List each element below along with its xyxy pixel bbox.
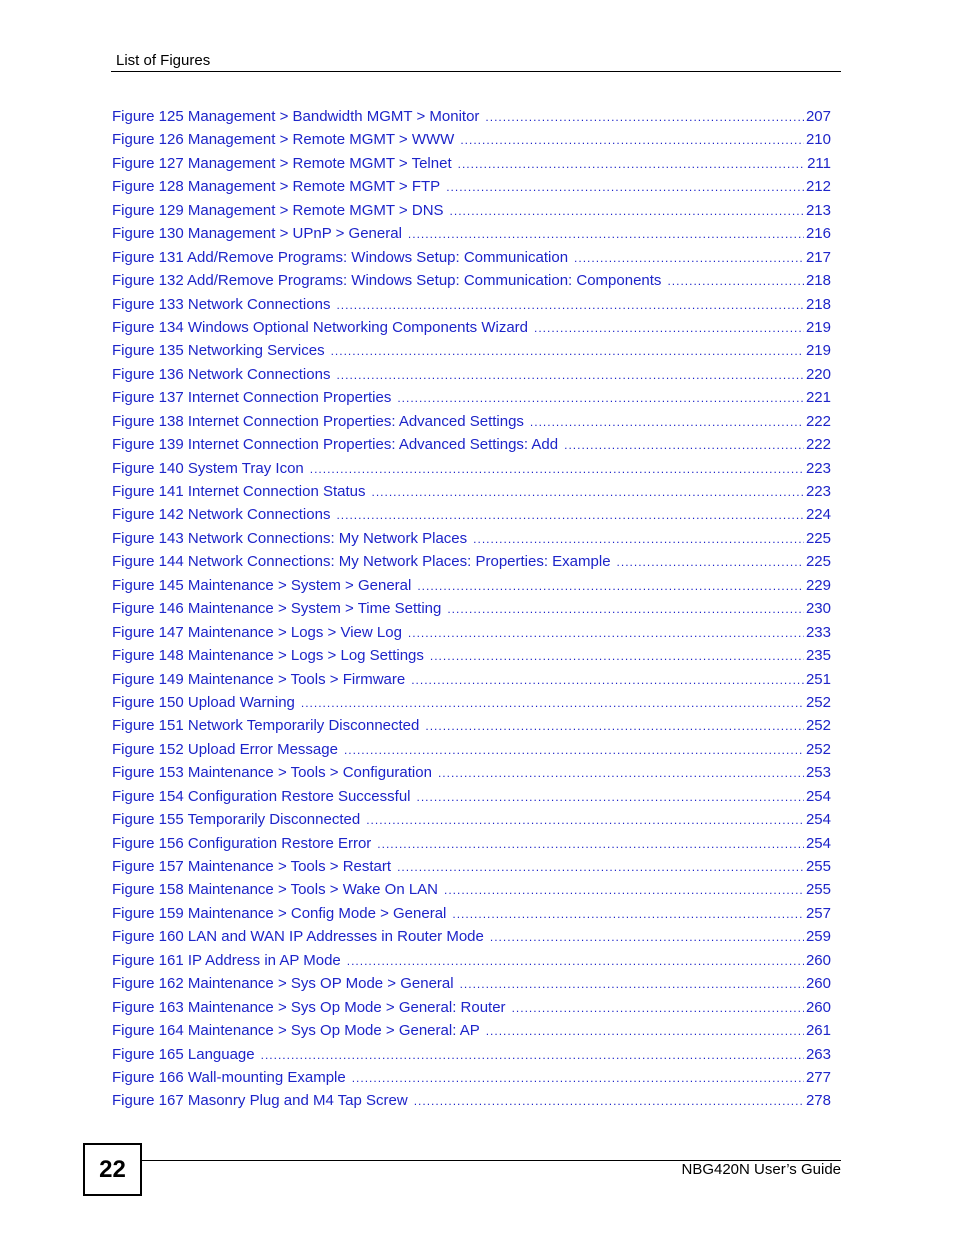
figure-entry-page[interactable]: 260 (805, 951, 831, 969)
dot-leader (414, 1090, 804, 1112)
figure-entry-title[interactable]: Figure 151 Network Temporarily Disconnected (112, 717, 420, 735)
figure-list-entry[interactable] (112, 316, 831, 339)
dot-leader (408, 223, 804, 245)
figure-entry-page[interactable]: 233 (805, 623, 831, 641)
figure-list-entry[interactable] (112, 597, 831, 620)
figure-entry-page[interactable]: 212 (805, 178, 831, 196)
figure-entry-title[interactable]: Figure 130 Management > UPnP > General (112, 225, 402, 243)
dot-leader (530, 411, 804, 433)
figure-entry-page[interactable]: 278 (805, 1092, 831, 1110)
dot-leader (534, 317, 804, 339)
figure-entry-page[interactable]: 254 (805, 834, 831, 852)
figure-entry-title[interactable]: Figure 138 Internet Connection Properties: Advanced Settings (112, 412, 524, 430)
figure-list-entry[interactable] (112, 269, 831, 292)
dot-leader (336, 364, 804, 386)
figure-entry-page[interactable]: 223 (805, 459, 831, 477)
figure-entry-page[interactable]: 207 (805, 108, 831, 125)
dot-leader (344, 739, 804, 761)
dot-leader (377, 833, 804, 855)
figure-entry-page[interactable]: 253 (805, 764, 831, 782)
figure-entry-page[interactable]: 219 (805, 342, 831, 360)
figure-list-entry[interactable] (112, 1019, 831, 1042)
figure-list-entry[interactable] (112, 949, 831, 972)
figure-entry-page[interactable]: 224 (805, 506, 831, 524)
guide-title: NBG420N User’s Guide (681, 1161, 841, 1178)
dot-leader (397, 387, 804, 409)
figure-entry-title[interactable]: Figure 158 Maintenance > Tools > Wake On LAN (112, 881, 439, 899)
figure-list-entry[interactable] (112, 105, 831, 128)
figure-entry-page[interactable]: 255 (805, 881, 831, 899)
figure-entry-title[interactable]: Figure 162 Maintenance > Sys OP Mode > General (112, 975, 454, 993)
dot-leader (331, 340, 804, 362)
dot-leader (372, 481, 804, 503)
figure-list-entry[interactable] (112, 503, 831, 526)
figure-entry-page[interactable]: 260 (805, 998, 831, 1016)
figure-entry-title[interactable]: Figure 125 Management > Bandwidth MGMT > Monitor (112, 108, 480, 125)
figure-list-entry[interactable] (112, 386, 831, 409)
figure-entry-page[interactable]: 213 (805, 201, 831, 219)
figure-entry-title[interactable]: Figure 146 Maintenance > System > Time Setting (112, 600, 442, 618)
figure-entry-page[interactable]: 252 (805, 693, 831, 711)
figure-entry-page[interactable]: 211 (807, 154, 831, 172)
figure-list-entry[interactable] (112, 902, 831, 925)
dot-leader (301, 692, 804, 714)
figure-entry-page[interactable]: 254 (805, 811, 831, 829)
dot-leader (617, 551, 804, 573)
figure-entry-page[interactable]: 254 (805, 787, 831, 805)
figure-entry-title[interactable]: Figure 133 Network Connections (112, 295, 331, 313)
figure-entry-title[interactable]: Figure 147 Maintenance > Logs > View Log (112, 623, 402, 641)
figure-list-entry[interactable] (112, 363, 831, 386)
figure-entry-title[interactable]: Figure 126 Management > Remote MGMT > WWW (112, 131, 455, 149)
figure-entry-title[interactable]: Figure 159 Maintenance > Config Mode > General (112, 904, 447, 922)
page-number: 22 (99, 1155, 126, 1183)
figure-list-entry[interactable] (112, 1066, 831, 1089)
figure-list-entry[interactable] (112, 785, 831, 808)
page-header-title: List of Figures (116, 52, 211, 69)
dot-leader (408, 622, 804, 644)
dot-leader (261, 1044, 804, 1066)
figure-entry-title[interactable]: Figure 161 IP Address in AP Mode (112, 951, 341, 969)
dot-leader (512, 997, 804, 1019)
figure-list (112, 105, 831, 1113)
figure-entry-page[interactable]: 225 (805, 529, 831, 547)
figure-entry-page[interactable]: 235 (805, 647, 831, 665)
figure-list-entry[interactable] (112, 128, 831, 151)
figure-entry-page[interactable]: 252 (805, 717, 831, 735)
figure-list-entry[interactable] (112, 550, 831, 573)
dot-leader (397, 856, 804, 878)
figure-entry-page[interactable]: 230 (805, 600, 831, 618)
figure-list-entry[interactable] (112, 199, 831, 222)
figure-entry-page[interactable]: 252 (805, 740, 831, 758)
figure-entry-title[interactable]: Figure 150 Upload Warning (112, 693, 295, 711)
dot-leader (438, 762, 804, 784)
figure-list-entry[interactable] (112, 175, 831, 198)
figure-entry-title[interactable]: Figure 154 Configuration Restore Successful (112, 787, 411, 805)
figure-list-entry[interactable] (112, 808, 831, 831)
dot-leader (417, 575, 804, 597)
figure-entry-page[interactable]: 225 (805, 553, 831, 571)
figure-list-entry[interactable] (112, 925, 831, 948)
dot-leader (336, 294, 804, 316)
figure-entry-title[interactable]: Figure 143 Network Connections: My Network Places (112, 529, 468, 547)
figure-list-entry[interactable] (112, 738, 831, 761)
figure-entry-title[interactable]: Figure 141 Internet Connection Status (112, 483, 366, 500)
figure-entry-page[interactable]: 263 (805, 1045, 831, 1063)
figure-entry-title[interactable]: Figure 137 Internet Connection Properties (112, 389, 392, 407)
figure-list-entry[interactable] (112, 246, 831, 269)
dot-leader (564, 434, 804, 456)
figure-entry-page[interactable]: 220 (805, 365, 831, 383)
figure-entry-title[interactable]: Figure 165 Language (112, 1045, 255, 1063)
figure-list-entry[interactable] (112, 972, 831, 995)
dot-leader (417, 786, 804, 808)
figure-list-entry[interactable] (112, 668, 831, 691)
figure-list-entry[interactable] (112, 410, 831, 433)
figure-entry-page[interactable]: 229 (805, 576, 831, 594)
figure-entry-title[interactable]: Figure 144 Network Connections: My Network Places: Properties: Example (112, 553, 611, 571)
figure-entry-page[interactable]: 255 (805, 858, 831, 875)
header-divider (111, 71, 841, 72)
figure-list-entry[interactable] (112, 714, 831, 737)
figure-list-entry[interactable] (112, 293, 831, 316)
figure-entry-page[interactable]: 259 (805, 928, 831, 946)
figure-entry-title[interactable]: Figure 153 Maintenance > Tools > Configuration (112, 764, 432, 782)
dot-leader (310, 458, 804, 480)
figure-entry-title[interactable]: Figure 152 Upload Error Message (112, 740, 338, 758)
figure-entry-page[interactable]: 277 (805, 1068, 831, 1086)
figure-entry-page[interactable]: 217 (805, 248, 831, 266)
dot-leader (336, 504, 804, 526)
figure-entry-page[interactable]: 257 (805, 904, 831, 922)
figure-entry-title[interactable]: Figure 145 Maintenance > System > General (112, 576, 412, 594)
figure-entry-title[interactable]: Figure 129 Management > Remote MGMT > DNS (112, 201, 444, 219)
dot-leader (347, 950, 804, 972)
figure-entry-page[interactable]: 221 (805, 389, 831, 407)
figure-list-entry[interactable] (112, 574, 831, 597)
figure-entry-title[interactable]: Figure 166 Wall-mounting Example (112, 1068, 346, 1086)
figure-entry-title[interactable]: Figure 156 Configuration Restore Error (112, 834, 372, 852)
figure-list-entry[interactable] (112, 152, 831, 175)
dot-leader (460, 129, 804, 151)
figure-list-entry[interactable] (112, 761, 831, 784)
dot-leader (452, 903, 804, 925)
figure-list-entry[interactable] (112, 878, 831, 901)
dot-leader (458, 153, 805, 175)
figure-entry-title[interactable]: Figure 142 Network Connections (112, 506, 331, 524)
figure-entry-page[interactable]: 222 (805, 412, 831, 430)
figure-list-entry[interactable] (112, 855, 831, 878)
dot-leader (430, 645, 804, 667)
figure-entry-title[interactable]: Figure 157 Maintenance > Tools > Restart (112, 858, 392, 875)
dot-leader (574, 247, 804, 269)
dot-leader (446, 176, 804, 198)
figure-entry-page[interactable]: 216 (805, 225, 831, 243)
dot-leader (460, 973, 804, 995)
figure-entry-page[interactable]: 261 (805, 1022, 831, 1040)
figure-entry-page[interactable]: 218 (805, 295, 831, 313)
figure-list-entry[interactable] (112, 996, 831, 1019)
figure-entry-title[interactable]: Figure 148 Maintenance > Logs > Log Settings (112, 647, 424, 665)
figure-entry-title[interactable]: Figure 160 LAN and WAN IP Addresses in Router Mode (112, 928, 484, 946)
figure-list-entry[interactable] (112, 480, 831, 503)
figure-entry-title[interactable]: Figure 140 System Tray Icon (112, 459, 304, 477)
figure-list-entry[interactable] (112, 832, 831, 855)
dot-leader (411, 669, 804, 691)
figure-entry-page[interactable]: 219 (805, 318, 831, 336)
figure-entry-title[interactable]: Figure 134 Windows Optional Networking Components Wizard (112, 318, 529, 336)
figure-entry-title[interactable]: Figure 131 Add/Remove Programs: Windows Setup: Communication (112, 248, 569, 266)
figure-entry-page[interactable]: 222 (805, 436, 831, 454)
page-number-box (83, 1143, 142, 1196)
dot-leader (444, 879, 804, 901)
figure-entry-title[interactable]: Figure 164 Maintenance > Sys Op Mode > General: AP (112, 1022, 480, 1040)
dot-leader (485, 106, 804, 128)
dot-leader (352, 1067, 804, 1089)
figure-list-entry[interactable] (112, 457, 831, 480)
figure-entry-title[interactable]: Figure 163 Maintenance > Sys Op Mode > General: Router (112, 998, 506, 1016)
figure-entry-page[interactable]: 251 (805, 670, 831, 688)
figure-entry-title[interactable]: Figure 139 Internet Connection Properties: Advanced Settings: Add (112, 436, 559, 454)
figure-entry-title[interactable]: Figure 136 Network Connections (112, 365, 331, 383)
figure-entry-title[interactable]: Figure 135 Networking Services (112, 342, 325, 360)
figure-entry-title[interactable]: Figure 128 Management > Remote MGMT > FTP (112, 178, 441, 196)
figure-entry-page[interactable]: 223 (805, 483, 831, 500)
figure-list-entry[interactable] (112, 222, 831, 245)
dot-leader (447, 598, 804, 620)
dot-leader (425, 715, 804, 737)
figure-list-entry[interactable] (112, 339, 831, 362)
dot-leader (486, 1020, 804, 1042)
figure-entry-title[interactable]: Figure 127 Management > Remote MGMT > Telnet (112, 154, 452, 172)
dot-leader (366, 809, 804, 831)
figure-entry-title[interactable]: Figure 149 Maintenance > Tools > Firmware (112, 670, 406, 688)
figure-entry-title[interactable]: Figure 155 Temporarily Disconnected (112, 811, 361, 829)
figure-entry-title[interactable]: Figure 167 Masonry Plug and M4 Tap Screw (112, 1092, 408, 1110)
dot-leader (667, 270, 804, 292)
figure-entry-page[interactable]: 260 (805, 975, 831, 993)
figure-list-entry[interactable] (112, 691, 831, 714)
dot-leader (490, 926, 804, 948)
figure-list-entry[interactable] (112, 644, 831, 667)
figure-list-entry[interactable] (112, 433, 831, 456)
dot-leader (450, 200, 804, 222)
figure-list-entry[interactable] (112, 621, 831, 644)
figure-entry-page[interactable]: 210 (805, 131, 831, 149)
figure-list-entry[interactable] (112, 1043, 831, 1066)
figure-list-entry[interactable] (112, 527, 831, 550)
figure-entry-page[interactable]: 218 (805, 272, 831, 290)
dot-leader (473, 528, 804, 550)
figure-entry-title[interactable]: Figure 132 Add/Remove Programs: Windows Setup: Communication: Components (112, 272, 662, 290)
figure-list-entry[interactable] (112, 1089, 831, 1112)
